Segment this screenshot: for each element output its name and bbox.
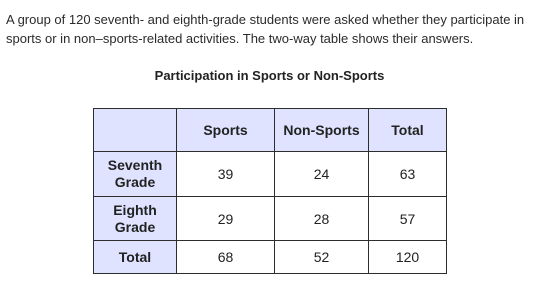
table-cell: 28 <box>275 197 369 241</box>
table-row <box>94 152 447 197</box>
two-way-table <box>93 108 447 274</box>
row-header-total: Total <box>94 241 177 274</box>
table-cell: 24 <box>275 152 369 197</box>
table-cell: 63 <box>369 152 447 197</box>
row-header-line: Seventh <box>107 157 163 173</box>
table-cell: 68 <box>177 241 275 274</box>
table-cell: 120 <box>369 241 447 274</box>
row-header-line: Eighth <box>113 201 157 218</box>
column-header-total: Total <box>369 109 447 152</box>
table-cell: 57 <box>369 197 447 241</box>
question-text: A group of 120 seventh- and eighth-grade students were asked whether they participate in sports or in non–sports-related activities. The two-way table shows their answers. <box>6 12 525 46</box>
table-cell: 52 <box>275 241 369 274</box>
table-caption: Participation in Sports or Non-Sports <box>154 68 385 83</box>
row-header-seventh-grade <box>94 152 177 197</box>
column-header-non-sports: Non-Sports <box>275 109 369 152</box>
table-row <box>94 197 447 241</box>
row-header-line: Grade <box>114 218 156 235</box>
corner-cell <box>94 109 177 152</box>
table-header-row <box>94 109 447 152</box>
table-cell: 29 <box>177 197 275 241</box>
row-header-line: Grade <box>114 174 156 190</box>
table-cell: 39 <box>177 152 275 197</box>
row-header-eighth-grade <box>94 197 177 241</box>
column-header-sports: Sports <box>177 109 275 152</box>
table-row <box>94 241 447 274</box>
